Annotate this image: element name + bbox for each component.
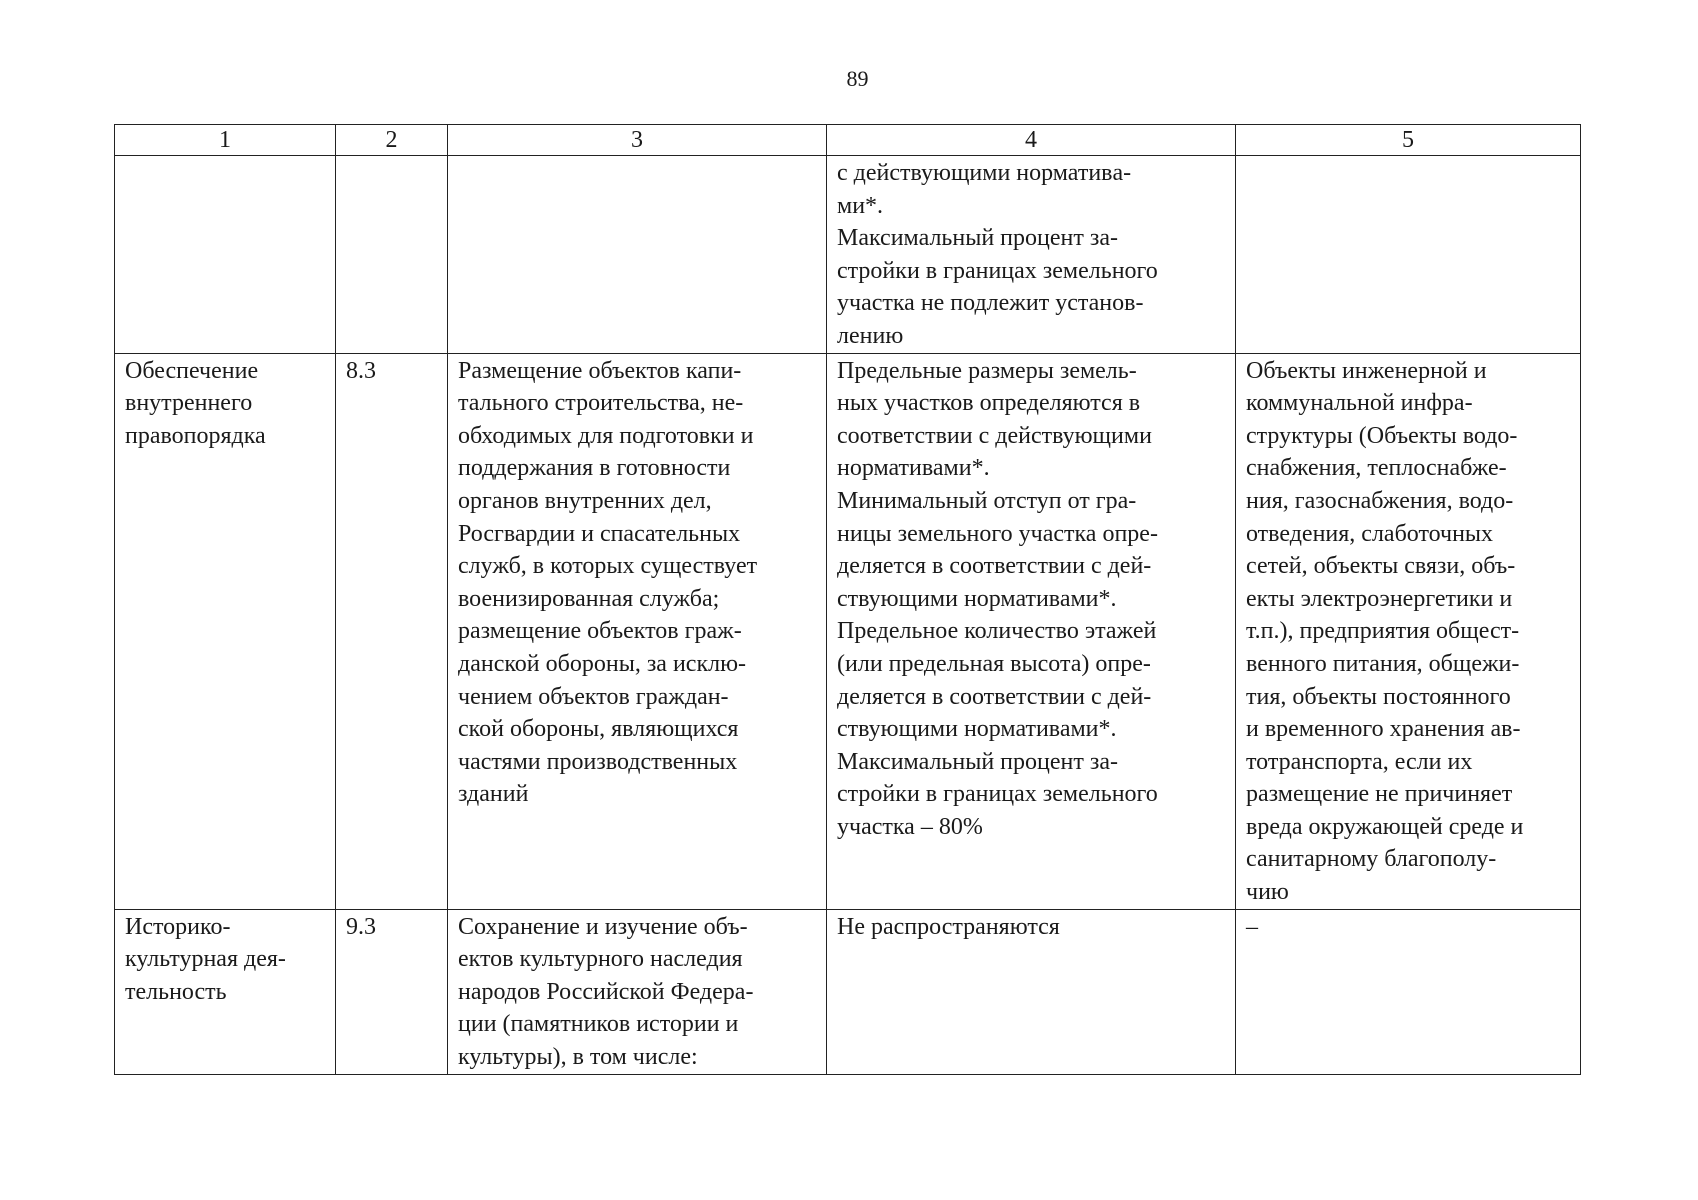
use-type-name-cell: Историко- культурная дея- тельность <box>115 909 336 1074</box>
column-header: 3 <box>448 125 827 156</box>
use-type-code-cell: 8.3 <box>336 353 448 909</box>
table-header-row <box>115 125 1581 156</box>
use-type-code-cell: 9.3 <box>336 909 448 1074</box>
auxiliary-uses-cell <box>1236 156 1581 354</box>
parameters-cell: Не распространяются <box>827 909 1236 1074</box>
page-number: 89 <box>846 66 869 91</box>
auxiliary-uses-cell: Объекты инженерной и коммунальной инфра- структуры (Объекты водо- снабжения, теплоснабже- ния, газоснабжения, водо- отведения, слаботочных сетей, объекты связи, объ- екты электроэнергетики и т.п.), предприятия общест- венного питания, общежи- тия, объекты постоянного и временного хранения ав- тотранспорта, если их размещение не причиняет вреда окружающей среде и санитарному благополу- чию <box>1236 353 1581 909</box>
regulations-table <box>114 124 1581 1075</box>
table-row <box>115 909 1581 1074</box>
use-type-code-cell <box>336 156 448 354</box>
use-type-name-cell: Обеспечение внутреннего правопорядка <box>115 353 336 909</box>
auxiliary-uses-cell: – <box>1236 909 1581 1074</box>
use-type-name-cell <box>115 156 336 354</box>
column-header: 2 <box>336 125 448 156</box>
use-type-description-cell <box>448 156 827 354</box>
column-header: 1 <box>115 125 336 156</box>
use-type-description-cell: Размещение объектов капи- тального строительства, не- обходимых для подготовки и поддержания в готовности органов внутренних дел, Росгвардии и спасательных служб, в которых существует военизированная служба; размещение объектов граж- данской обороны, за исклю- чением объектов граждан- ской обороны, являющихся частями производственных зданий <box>448 353 827 909</box>
parameters-cell: Предельные размеры земель- ных участков определяются в соответствии с действующими нормативами*. Минимальный отступ от гра- ницы земельного участка опре- деляется в соответствии с дей- ствующими нормативами*. Предельное количество этажей (или предельная высота) опре- деляется в соответствии с дей- ствующими нормативами*. Максимальный процент за- стройки в границах земельного участка – 80% <box>827 353 1236 909</box>
column-header: 5 <box>1236 125 1581 156</box>
column-header: 4 <box>827 125 1236 156</box>
table-row <box>115 156 1581 354</box>
table-row <box>115 353 1581 909</box>
parameters-cell: с действующими нормативa- ми*. Максимальный процент за- стройки в границах земельного участка не подлежит установ- лению <box>827 156 1236 354</box>
use-type-description-cell: Сохранение и изучение объ- ектов культурного наследия народов Российской Федера- ции (памятников истории и культуры), в том числе: <box>448 909 827 1074</box>
